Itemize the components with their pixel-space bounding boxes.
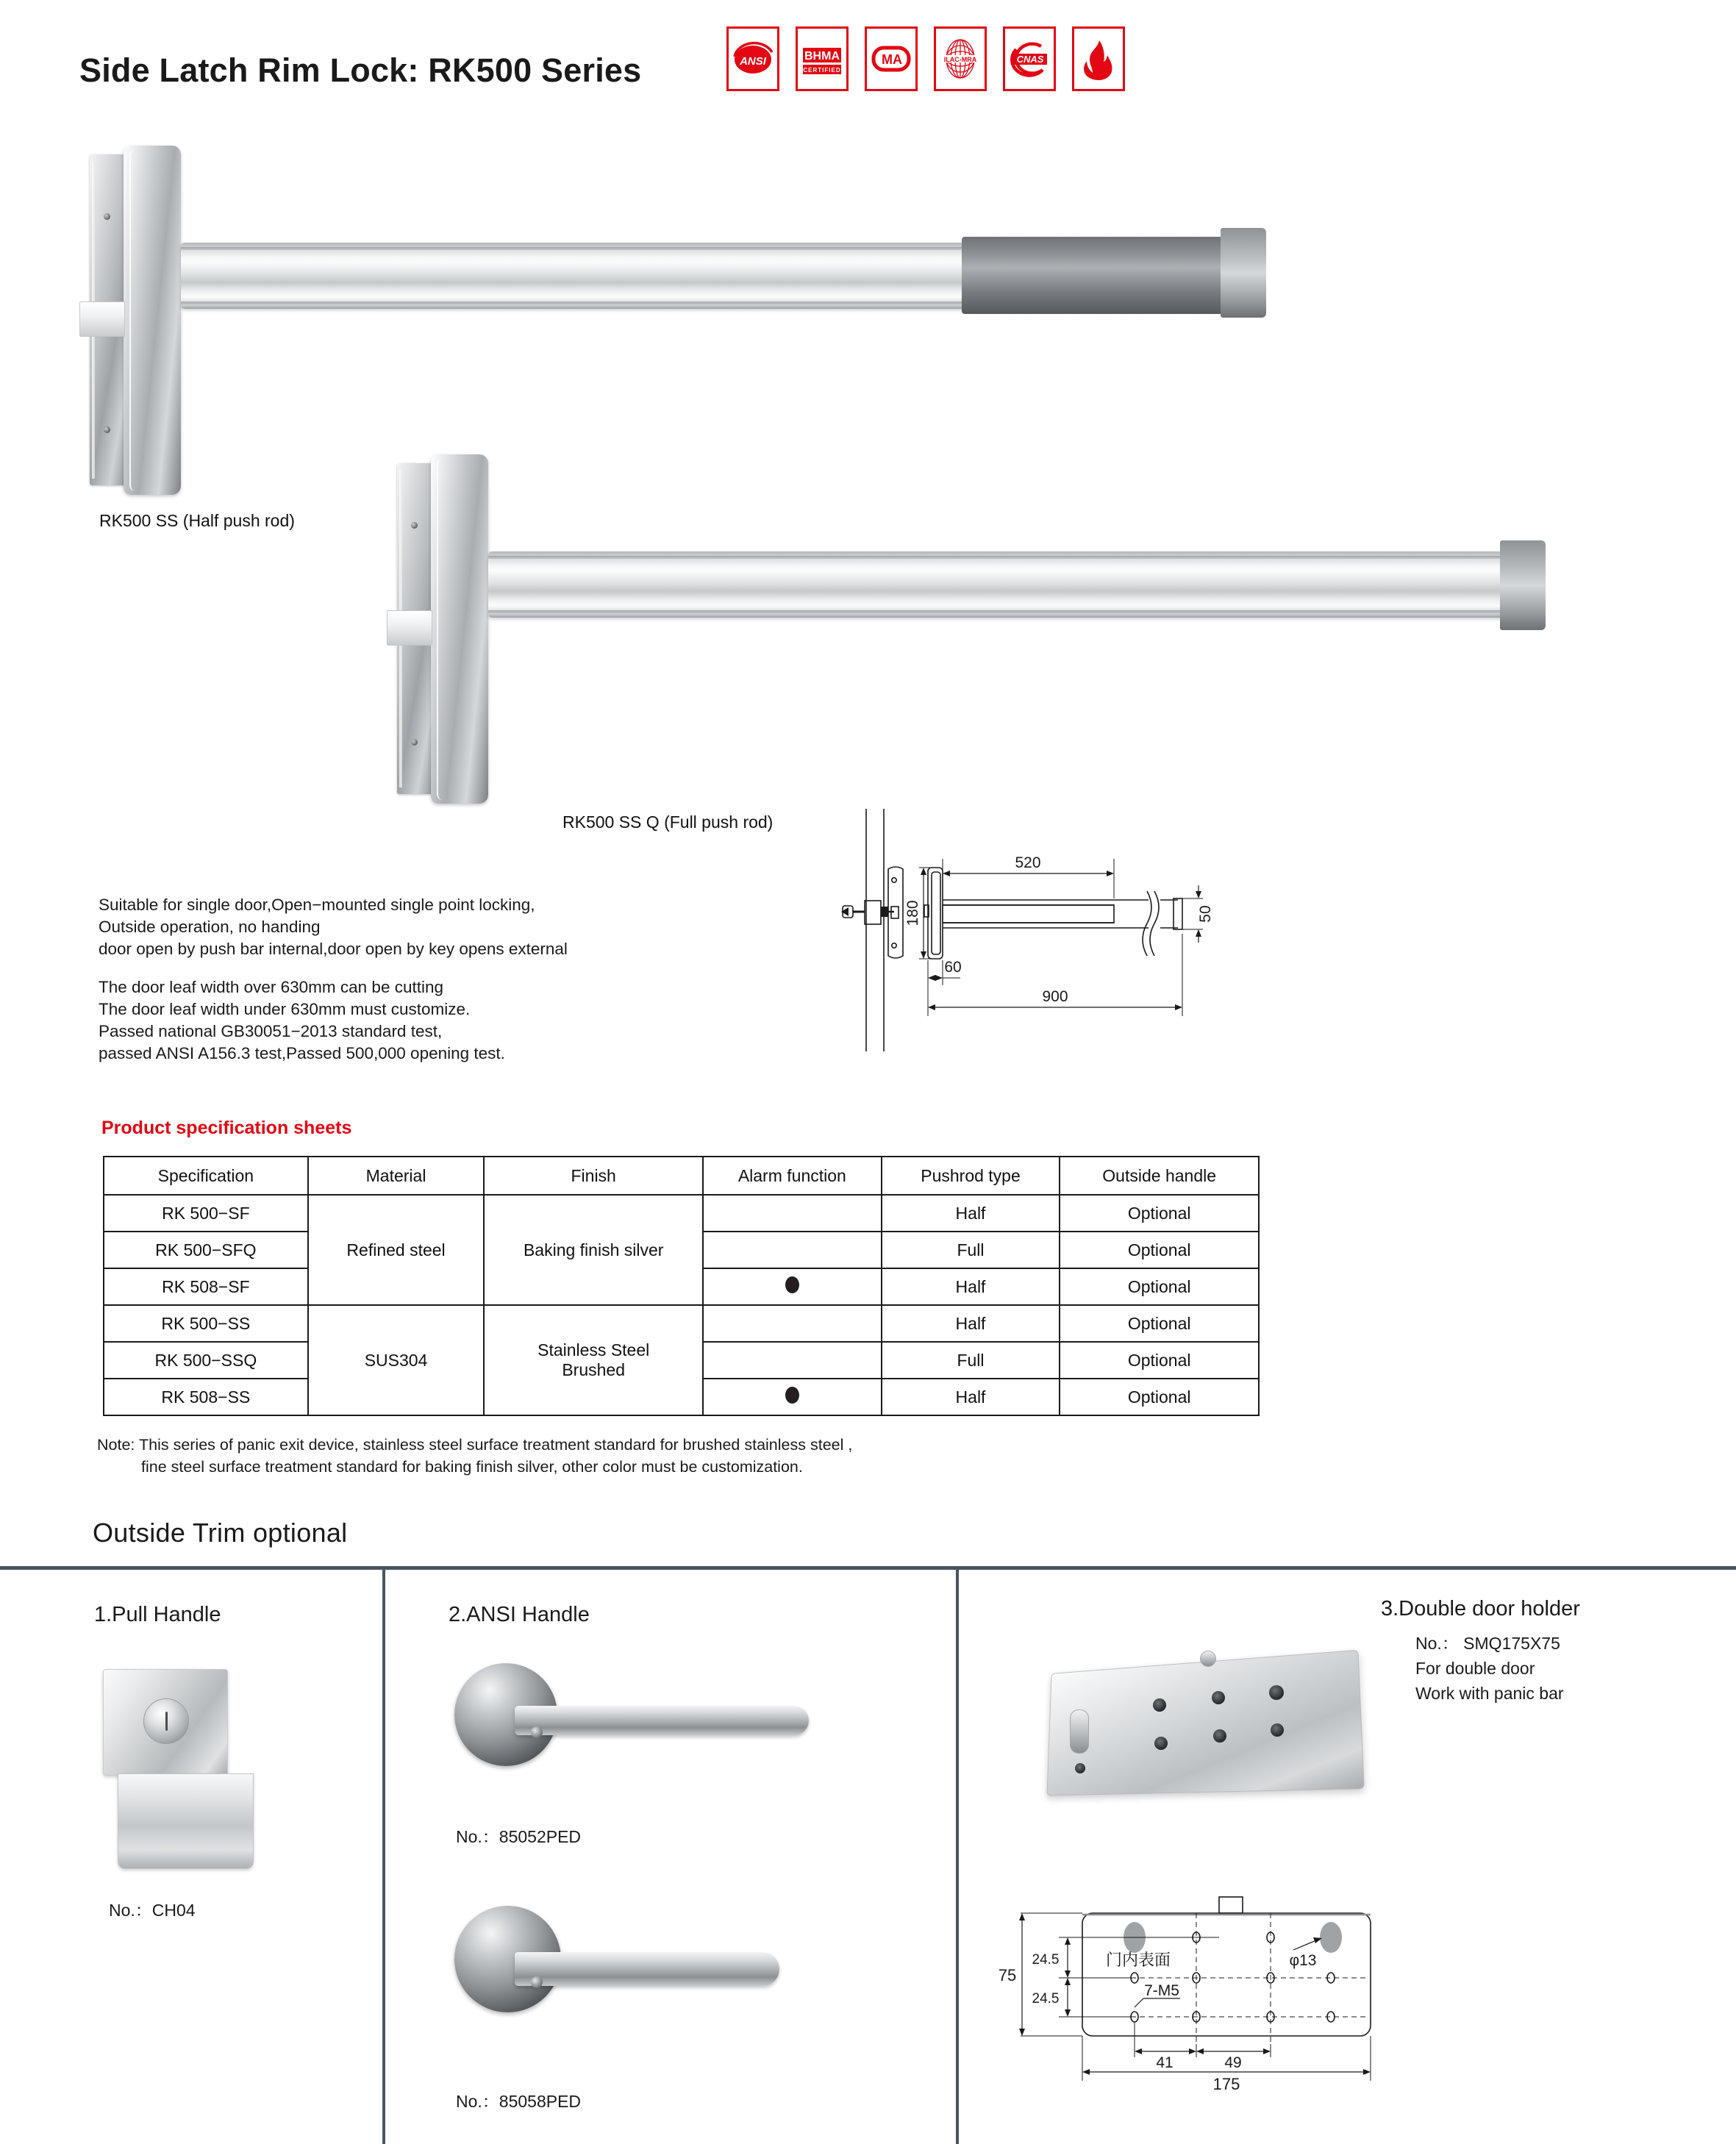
cell-finish-stainless-brushed	[484, 1305, 703, 1415]
holder-technical-drawing	[985, 1868, 1728, 2121]
cell-spec: RK 500−SF	[104, 1195, 308, 1232]
dimension-label-41: 41	[1156, 2054, 1174, 2071]
cell-pushrod: Full	[882, 1342, 1060, 1379]
svg-text:CNAS: CNAS	[1016, 54, 1044, 65]
cell-spec: RK 500−SSQ	[104, 1342, 308, 1379]
label-door-inner-surface: 门内表面	[1105, 1951, 1171, 1969]
ansi-certification-logo	[726, 26, 779, 91]
cell-alarm	[703, 1342, 882, 1379]
dimension-label-520: 520	[1015, 854, 1041, 871]
product-description	[99, 894, 568, 1065]
spec-section-title: Product specification sheets	[101, 1118, 352, 1138]
col-alarm-function: Alarm function	[703, 1157, 882, 1195]
cell-handle: Optional	[1060, 1195, 1259, 1232]
alarm-dot-icon	[785, 1276, 799, 1293]
description-line-6: Passed national GB30051−2013 standard test,	[99, 1022, 443, 1040]
page-title: Side Latch Rim Lock: RK500 Series	[79, 51, 642, 89]
cell-alarm-dot	[703, 1379, 882, 1415]
cell-spec: RK 500−SFQ	[104, 1232, 308, 1268]
dimension-label-175: 175	[1212, 2075, 1240, 2093]
cell-pushrod: Half	[882, 1305, 1060, 1342]
cell-pushrod: Half	[882, 1268, 1060, 1305]
trim-section-divider-horizontal	[0, 1566, 1736, 1570]
description-line-1: Suitable for single door,Open−mounted single point locking,	[99, 896, 535, 914]
finish-line-1: Stainless Steel	[537, 1340, 650, 1359]
cell-finish-baking-silver: Baking finish silver	[484, 1195, 703, 1305]
dimension-label-49: 49	[1224, 2054, 1242, 2071]
bhma-certification-logo	[796, 26, 849, 91]
table-header-row	[104, 1157, 1259, 1195]
cell-handle: Optional	[1060, 1268, 1259, 1305]
description-line-2: Outside operation, no handing	[99, 918, 321, 936]
svg-text:CERTIFIED: CERTIFIED	[803, 67, 841, 74]
dimension-label-75: 75	[998, 1966, 1017, 1984]
cell-pushrod: Half	[882, 1195, 1060, 1232]
table-row	[104, 1195, 1259, 1232]
trim-item-1-number: No.：CH04	[109, 1901, 196, 1920]
trim-item-2-heading: 2.ANSI Handle	[449, 1603, 590, 1626]
trim-divider-1	[382, 1570, 385, 2144]
trim-item-3-heading: 3.Double door holder	[1381, 1597, 1580, 1620]
col-specification: Specification	[104, 1157, 308, 1195]
page-header	[0, 0, 1736, 110]
col-outside-handle: Outside handle	[1060, 1157, 1259, 1195]
trim-item-2-number-top: No.：85052PED	[456, 1827, 582, 1846]
cell-spec: RK 508−SS	[104, 1379, 308, 1415]
finish-line-2: Brushed	[562, 1360, 626, 1379]
svg-text:ANSI: ANSI	[740, 55, 766, 68]
product-caption-top: RK500 SS (Half push rod)	[99, 511, 295, 530]
technical-drawing-dimensions	[831, 809, 1669, 1055]
description-line-3: door open by push bar internal,door open by key opens external	[99, 940, 568, 958]
cma-certification-logo	[865, 26, 918, 91]
description-line-7: passed ANSI A156.3 test,Passed 500,000 opening test.	[99, 1044, 505, 1062]
trim-item-3-details	[1415, 1631, 1564, 1706]
trim-divider-2	[956, 1570, 959, 2144]
product-caption-bottom: RK500 SS Q (Full push rod)	[562, 812, 774, 832]
dimension-label-60: 60	[944, 959, 962, 976]
cell-handle: Optional	[1060, 1305, 1259, 1342]
col-material: Material	[308, 1157, 485, 1195]
description-line-4: The door leaf width over 630mm can be cutting	[99, 978, 444, 996]
cell-alarm-dot	[703, 1268, 882, 1305]
cnas-certification-logo	[1003, 26, 1056, 91]
cell-handle: Optional	[1060, 1342, 1259, 1379]
cell-alarm	[703, 1305, 882, 1342]
note-line-2: fine steel surface treatment standard for baking finish silver, other color must be customization.	[141, 1458, 803, 1476]
certification-logo-row	[726, 26, 1125, 91]
cell-alarm	[703, 1195, 882, 1232]
ilac-mra-certification-logo	[934, 26, 987, 91]
cell-pushrod: Half	[882, 1379, 1060, 1415]
dimension-label-24-5-top: 24.5	[1032, 1952, 1060, 1968]
cell-handle: Optional	[1060, 1232, 1259, 1268]
spec-table-note	[97, 1434, 852, 1478]
svg-text:MA: MA	[882, 52, 902, 67]
description-line-5: The door leaf width under 630mm must customize.	[99, 1000, 471, 1018]
fire-rated-flame-logo	[1072, 26, 1125, 91]
trim-item-1-heading: 1.Pull Handle	[94, 1603, 221, 1626]
product-photos	[0, 110, 919, 846]
label-phi-13: φ13	[1289, 1952, 1317, 1969]
note-line-1: Note: This series of panic exit device, stainless steel surface treatment standard for brushed stainless steel ,	[97, 1436, 853, 1454]
table-row	[104, 1305, 1259, 1342]
cell-spec: RK 508−SF	[104, 1268, 308, 1305]
trim-section-title: Outside Trim optional	[93, 1518, 348, 1548]
specification-table	[103, 1156, 1260, 1416]
dimension-label-24-5-bottom: 24.5	[1032, 1991, 1060, 2007]
trim-item-2-number-bottom: No.：85058PED	[456, 2092, 582, 2111]
cell-pushrod: Full	[882, 1232, 1060, 1268]
cell-spec: RK 500−SS	[104, 1305, 308, 1342]
col-finish: Finish	[484, 1157, 703, 1195]
dimension-label-900: 900	[1042, 988, 1068, 1005]
dimension-label-50: 50	[1197, 905, 1214, 923]
cell-material-refined-steel: Refined steel	[308, 1195, 485, 1305]
alarm-dot-icon	[785, 1387, 799, 1404]
dimension-label-180: 180	[904, 900, 921, 926]
trim-item-3-number: No.： SMQ175X75	[1415, 1634, 1560, 1653]
cell-material-sus304: SUS304	[308, 1305, 485, 1415]
svg-text:ILAC-MRA: ILAC-MRA	[943, 56, 977, 63]
trim-item-3-line2: For double door	[1415, 1659, 1535, 1678]
col-pushrod-type: Pushrod type	[882, 1157, 1060, 1195]
trim-item-3-line3: Work with panic bar	[1415, 1684, 1564, 1703]
cell-alarm	[703, 1232, 882, 1268]
svg-text:BHMA: BHMA	[804, 50, 840, 62]
cell-handle: Optional	[1060, 1379, 1259, 1415]
label-7-m5: 7-M5	[1144, 1982, 1179, 1999]
